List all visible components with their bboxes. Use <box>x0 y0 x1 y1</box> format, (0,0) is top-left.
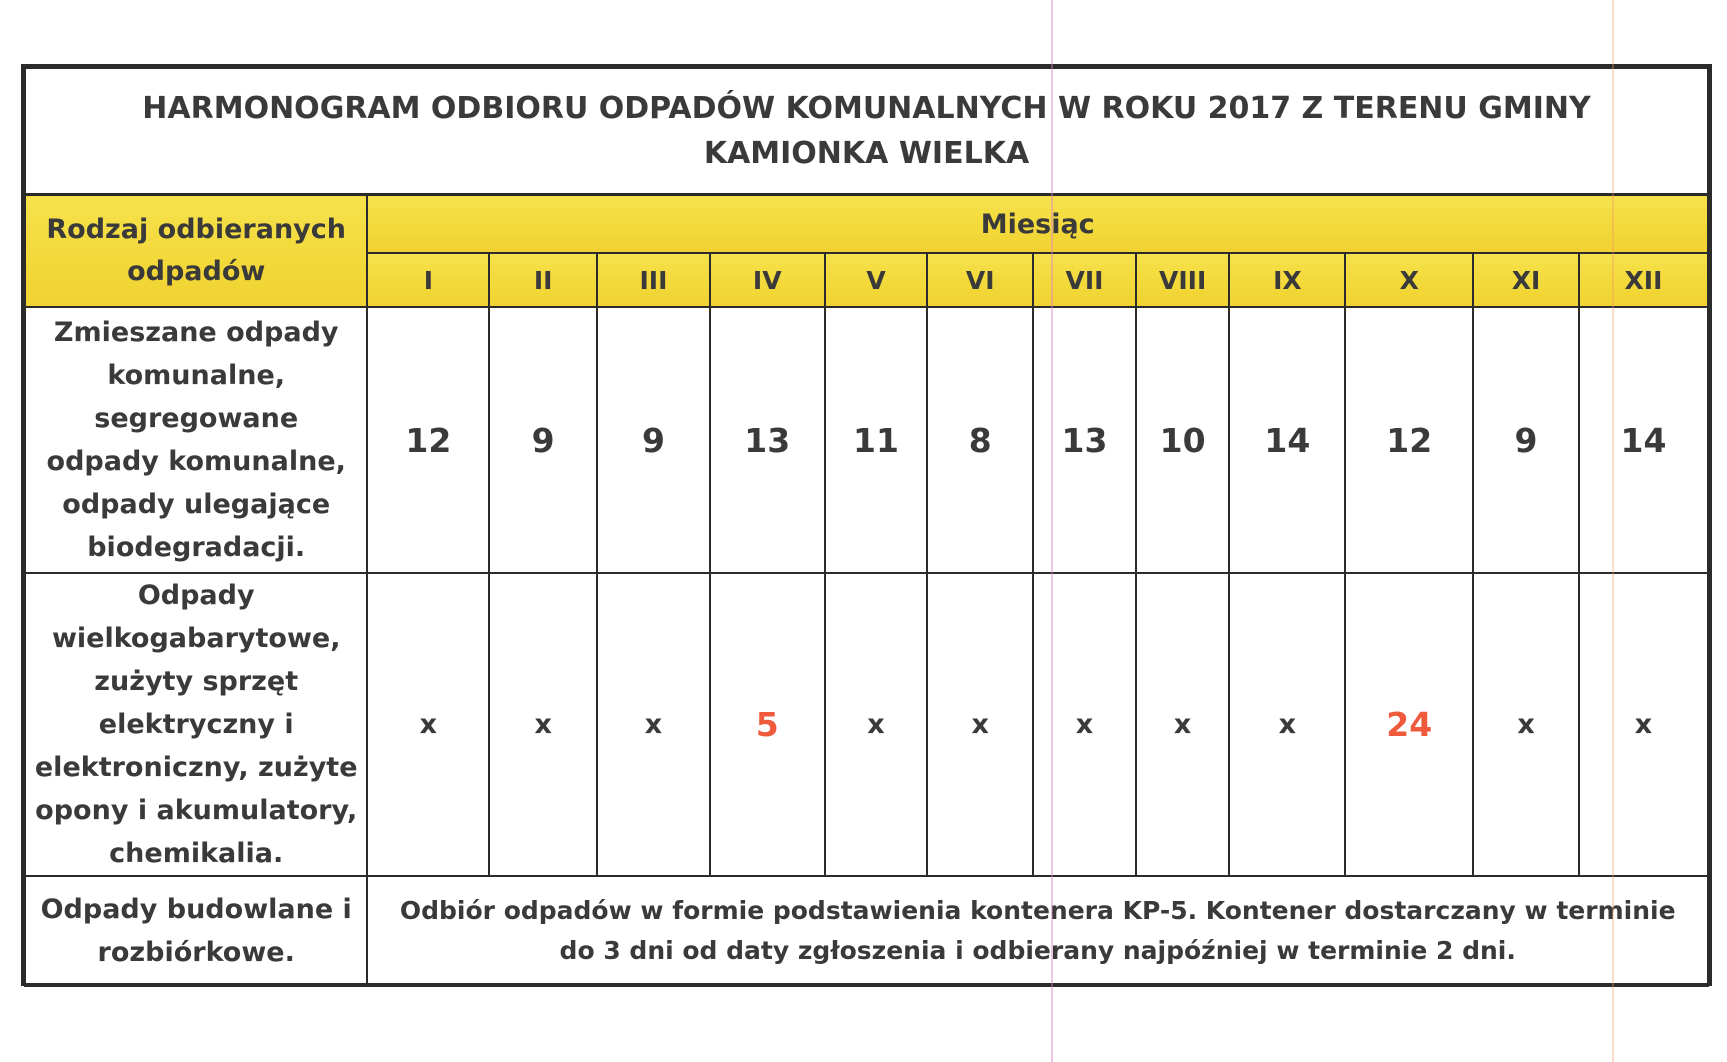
month-header-xii: XII <box>1579 253 1708 307</box>
date-cell: 9 <box>489 307 597 573</box>
no-pickup-mark: x <box>1136 573 1230 876</box>
month-header-vii: VII <box>1033 253 1136 307</box>
no-pickup-mark: x <box>1473 573 1579 876</box>
month-header-viii: VIII <box>1136 253 1230 307</box>
no-pickup-mark: x <box>1229 573 1345 876</box>
header-row-miesiac <box>25 195 1708 254</box>
date-cell: 8 <box>927 307 1033 573</box>
date-cell: 14 <box>1579 307 1708 573</box>
date-cell: 12 <box>1345 307 1473 573</box>
month-header-iii: III <box>597 253 710 307</box>
pickup-date-highlight: 24 <box>1345 573 1473 876</box>
date-cell: 11 <box>825 307 928 573</box>
page-title: HARMONOGRAM ODBIORU ODPADÓW KOMUNALNYCH W ROKU 2017 Z TERENU GMINY KAMIONKA WIELKA <box>25 68 1708 195</box>
month-header-ix: IX <box>1229 253 1345 307</box>
month-header-ii: II <box>489 253 597 307</box>
no-pickup-mark: x <box>927 573 1033 876</box>
date-cell: 14 <box>1229 307 1345 573</box>
no-pickup-mark: x <box>825 573 928 876</box>
title-row <box>25 68 1708 195</box>
month-header-xi: XI <box>1473 253 1579 307</box>
schedule-table <box>24 67 1709 987</box>
table-row-mixed-waste <box>25 307 1708 573</box>
schedule-sheet <box>21 64 1712 986</box>
row-label-construction-waste: Odpady budowlane i rozbiórkowe. <box>25 876 367 986</box>
no-pickup-mark: x <box>489 573 597 876</box>
date-cell: 13 <box>1033 307 1136 573</box>
pickup-date-highlight: 5 <box>710 573 825 876</box>
date-cell: 9 <box>1473 307 1579 573</box>
no-pickup-mark: x <box>1579 573 1708 876</box>
table-row-bulky-waste <box>25 573 1708 876</box>
row-label-bulky-waste: Odpady wielkogabarytowe, zużyty sprzęt elektryczny i elektroniczny, zużyte opony i akumulatory, chemikalia. <box>25 573 367 876</box>
date-cell: 9 <box>597 307 710 573</box>
table-row-construction-waste <box>25 876 1708 986</box>
row-label-mixed-waste: Zmieszane odpady komunalne, segregowane odpady komunalne, odpady ulegające biodegradacji. <box>25 307 367 573</box>
month-header-vi: VI <box>927 253 1033 307</box>
month-header-x: X <box>1345 253 1473 307</box>
date-cell: 13 <box>710 307 825 573</box>
month-header-v: V <box>825 253 928 307</box>
construction-waste-note: Odbiór odpadów w formie podstawienia kontenera KP-5. Kontener dostarczany w terminie do 3 dni od daty zgłoszenia i odbierany najpóźniej w terminie 2 dni. <box>367 876 1708 986</box>
no-pickup-mark: x <box>597 573 710 876</box>
no-pickup-mark: x <box>367 573 489 876</box>
date-cell: 12 <box>367 307 489 573</box>
date-cell: 10 <box>1136 307 1230 573</box>
no-pickup-mark: x <box>1033 573 1136 876</box>
month-header-iv: IV <box>710 253 825 307</box>
month-header-i: I <box>367 253 489 307</box>
month-group-header: Miesiąc <box>367 195 1708 254</box>
waste-type-header: Rodzaj odbieranych odpadów <box>25 195 367 308</box>
